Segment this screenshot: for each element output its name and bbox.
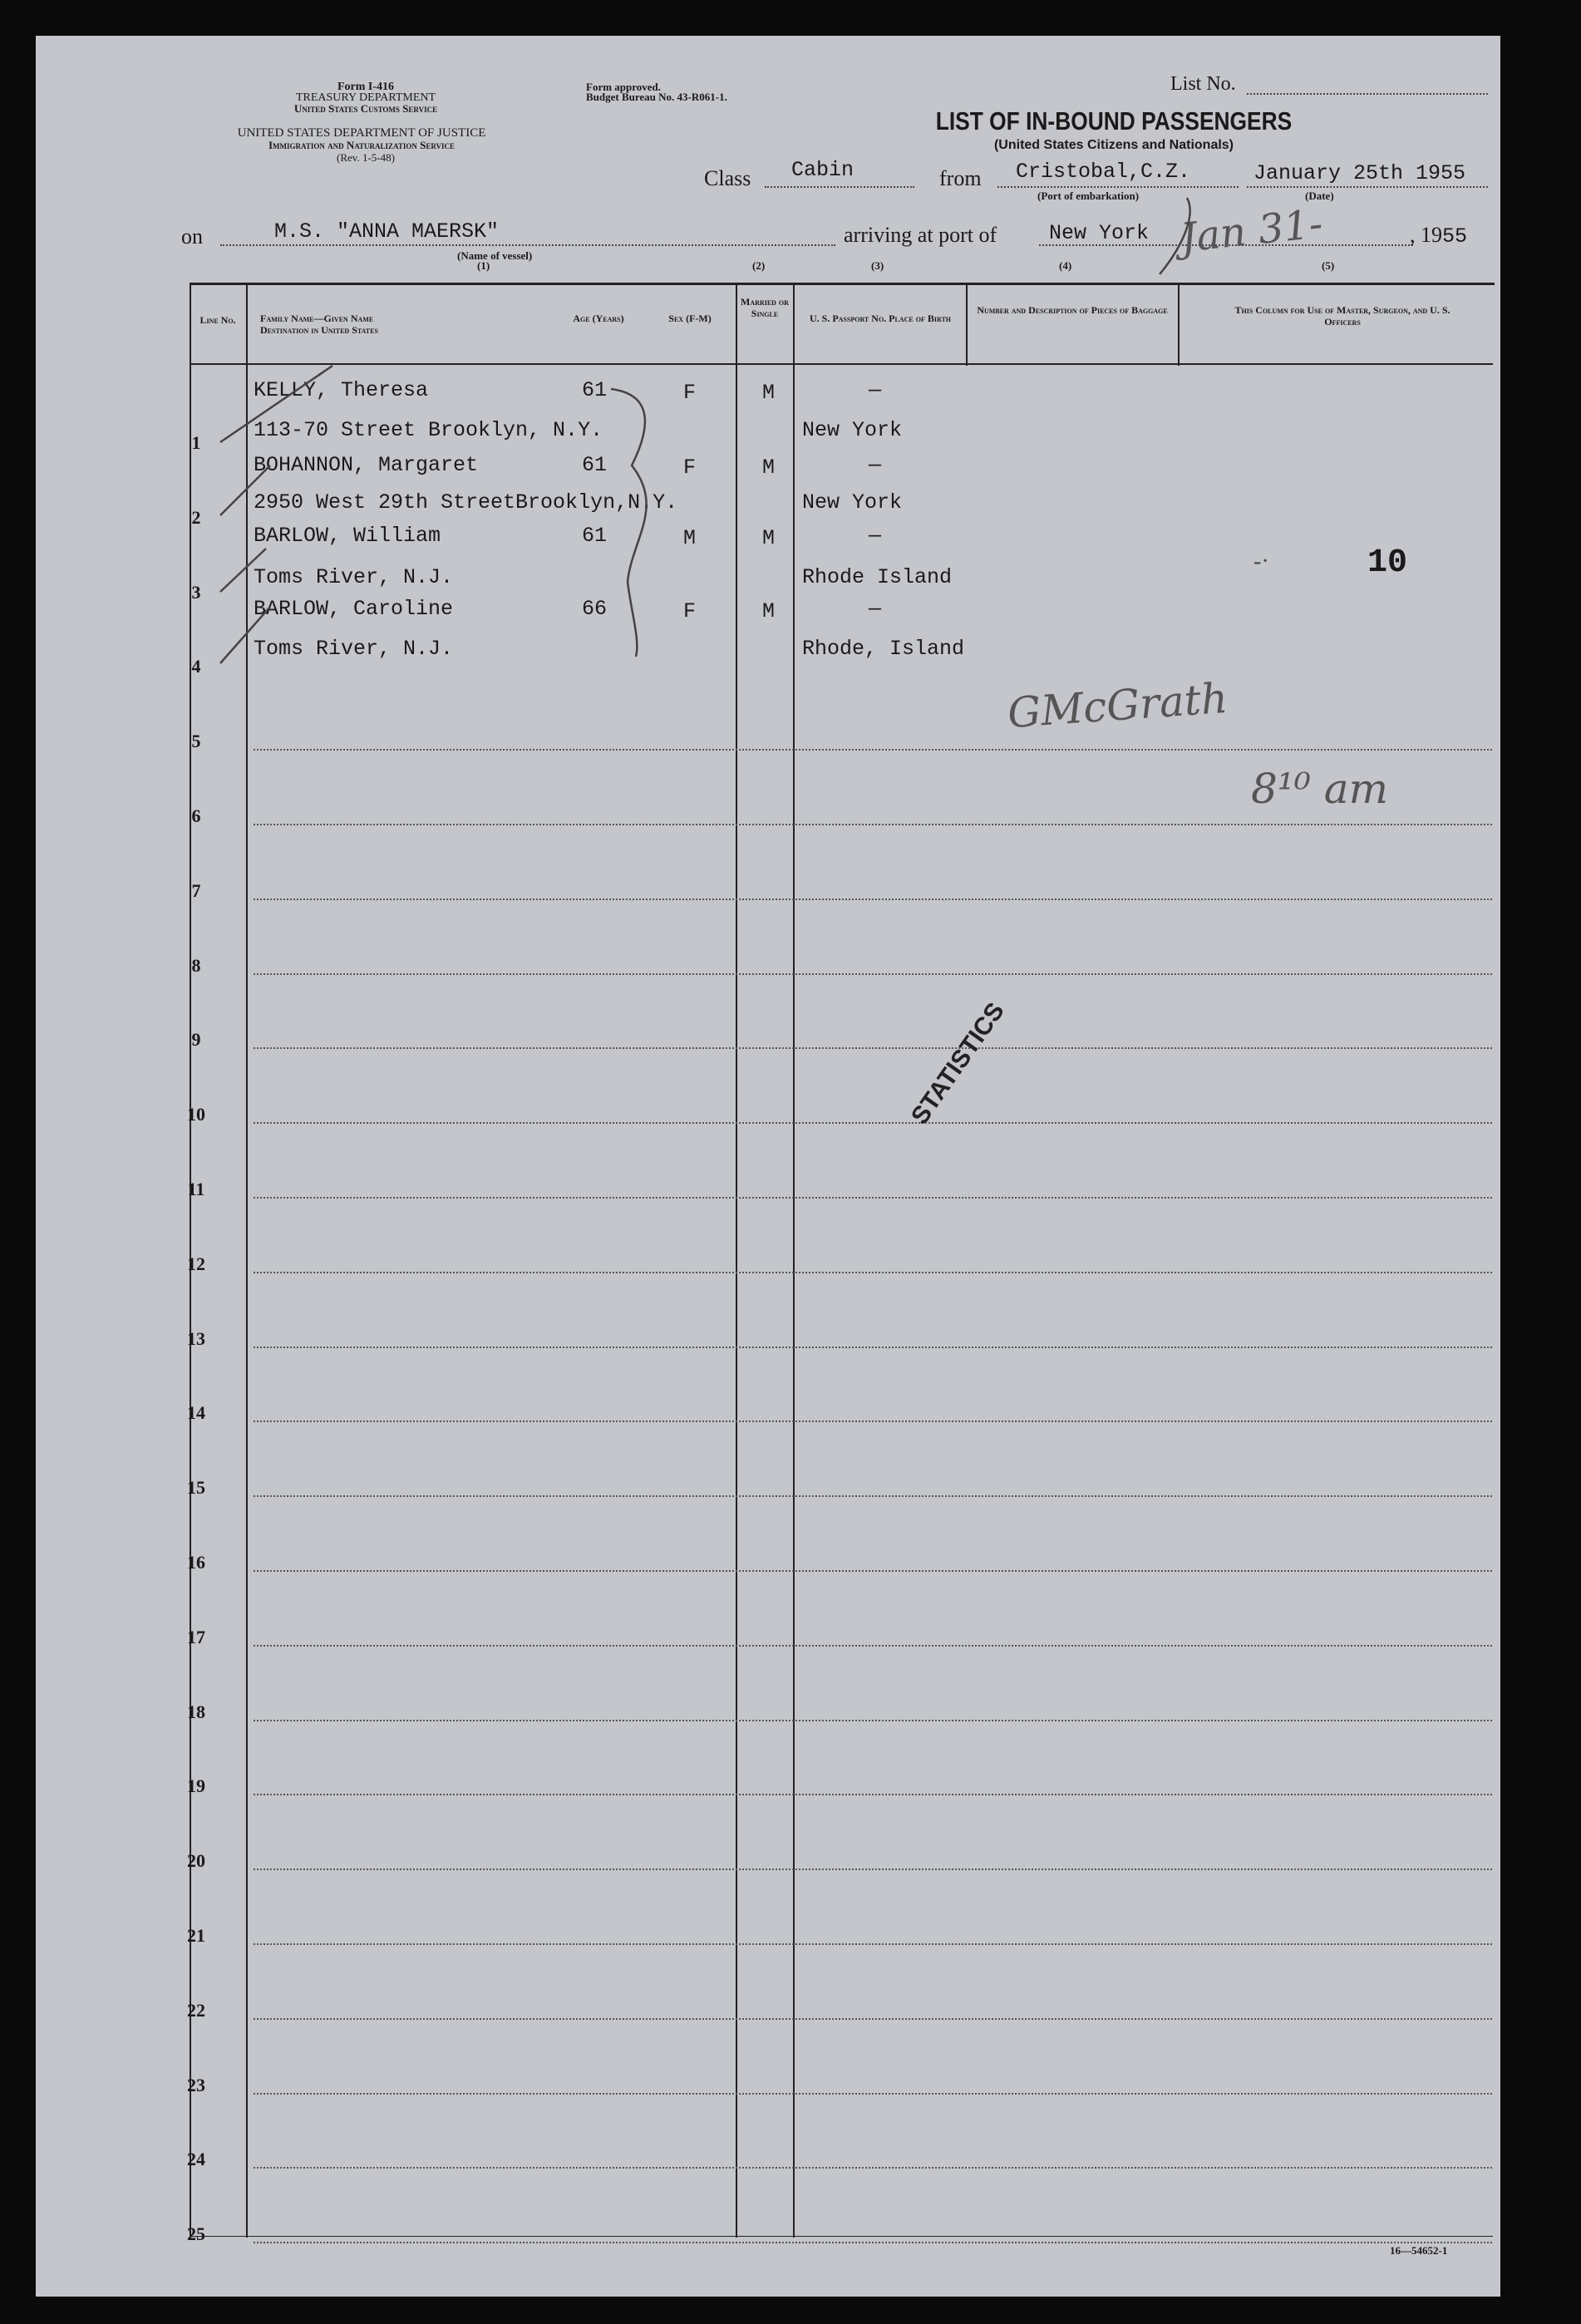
passenger-age: 61 xyxy=(582,524,608,548)
passenger-birthplace: New York xyxy=(802,418,903,442)
col-num-2: (2) xyxy=(752,259,766,272)
vessel-caption: (Name of vessel) xyxy=(457,249,533,262)
passenger-marital: M xyxy=(762,599,776,623)
passenger-birthplace: New York xyxy=(802,490,903,515)
col-num-1: (1) xyxy=(477,259,490,272)
officer-mark: 10 xyxy=(1367,544,1408,582)
passenger-passport: — xyxy=(869,597,882,621)
line-number: 24 xyxy=(187,2149,205,2170)
class-label: Class xyxy=(704,166,751,190)
arrival-date-handwritten: Jan 31- xyxy=(1178,200,1325,262)
line-number: 20 xyxy=(187,1850,205,1872)
row-ruling xyxy=(254,973,1492,975)
from-label: from xyxy=(939,166,982,190)
passenger-address: Toms River, N.J. xyxy=(254,565,454,589)
line-number: 22 xyxy=(187,1999,205,2021)
passenger-passport: — xyxy=(869,453,882,477)
date-caption: (Date) xyxy=(1305,190,1334,202)
passenger-passport: — xyxy=(869,524,882,548)
treasury-department: TREASURY DEPARTMENT xyxy=(295,91,436,104)
revision: (Rev. 1-5-48) xyxy=(337,151,395,164)
line-number: 11 xyxy=(187,1179,205,1199)
header-destination: Destination in United States xyxy=(260,324,378,336)
passenger-address: 2950 West 29th StreetBrooklyn,N.Y. xyxy=(254,490,678,515)
row-ruling xyxy=(254,824,1492,825)
form-approved: Form approved. xyxy=(586,81,662,93)
passenger-marital: M xyxy=(762,526,776,550)
header-baggage: Number and Description of Pieces of Baggage xyxy=(977,304,1168,316)
from-caption: (Port of embarkation) xyxy=(1037,190,1140,202)
line-number: 12 xyxy=(187,1253,205,1274)
passenger-sex: M xyxy=(683,526,697,550)
line-number: 3 xyxy=(191,581,201,603)
passenger-address: Toms River, N.J. xyxy=(254,637,454,661)
row-ruling xyxy=(254,2167,1492,2169)
row-ruling xyxy=(254,1570,1492,1572)
line-number: 19 xyxy=(187,1775,205,1797)
row-ruling xyxy=(254,2018,1492,2020)
line-number: 13 xyxy=(187,1327,205,1349)
row-ruling xyxy=(254,1122,1492,1124)
line-number: 5 xyxy=(191,731,201,752)
row-ruling xyxy=(254,1720,1492,1721)
line-number: 7 xyxy=(191,879,201,901)
header-name: Family Name—Given Name xyxy=(260,313,374,324)
passenger-name: KELLY, Theresa xyxy=(254,378,429,402)
class-value: Cabin xyxy=(791,158,855,182)
passenger-age: 61 xyxy=(582,378,608,402)
header-line-no: Line No. xyxy=(199,314,236,326)
row-ruling xyxy=(254,1272,1492,1273)
ins-service: Immigration and Naturalization Service xyxy=(268,139,456,151)
row-ruling xyxy=(254,1645,1492,1647)
passenger-name: BARLOW, William xyxy=(254,524,441,548)
row-ruling xyxy=(254,749,1492,751)
form-number: Form I-416 xyxy=(337,81,395,93)
line-number: 23 xyxy=(187,2074,205,2095)
col-num-4: (4) xyxy=(1059,259,1072,272)
passenger-age: 66 xyxy=(582,597,608,621)
row-ruling xyxy=(254,1794,1492,1795)
line-number: 14 xyxy=(187,1402,205,1424)
justice-department: UNITED STATES DEPARTMENT OF JUSTICE xyxy=(237,126,486,140)
form-code: 16—54652-1 xyxy=(1390,2244,1448,2257)
col-num-5: (5) xyxy=(1322,259,1335,272)
passenger-name: BARLOW, Caroline xyxy=(254,597,454,621)
officer-dash: -· xyxy=(1253,549,1269,574)
inspection-time: 8¹⁰ am xyxy=(1251,765,1389,813)
passenger-sex: F xyxy=(683,381,697,405)
line-number: 2 xyxy=(191,506,201,528)
row-ruling xyxy=(254,1047,1492,1049)
inspector-signature: GMcGrath xyxy=(1006,673,1229,738)
passenger-marital: M xyxy=(762,381,776,405)
line-number: 9 xyxy=(191,1029,201,1051)
on-label: on xyxy=(181,224,203,249)
passenger-birthplace: Rhode Island xyxy=(802,565,953,589)
row-ruling xyxy=(254,1347,1492,1348)
header-passport: U. S. Passport No. Place of Birth xyxy=(809,313,951,324)
page-title: LIST OF IN-BOUND PASSENGERS xyxy=(935,106,1293,135)
customs-service: United States Customs Service xyxy=(293,102,438,115)
passenger-sex: F xyxy=(683,455,697,480)
passenger-name: BOHANNON, Margaret xyxy=(254,453,479,477)
list-no-label: List No. xyxy=(1170,73,1236,95)
line-number: 8 xyxy=(191,954,201,976)
header-sex: Sex (F-M) xyxy=(668,313,712,324)
from-value: Cristobal,C.Z. xyxy=(1016,160,1191,184)
line-number: 25 xyxy=(187,2223,205,2245)
arriving-label: arriving at port of xyxy=(844,223,997,247)
header-age: Age (Years) xyxy=(573,313,624,324)
passenger-sex: F xyxy=(683,599,697,623)
passenger-marital: M xyxy=(762,455,776,480)
line-number: 10 xyxy=(187,1104,205,1125)
year-prefix: , 19 xyxy=(1410,223,1442,247)
header-married: Married or Single xyxy=(741,296,789,319)
budget-bureau: Budget Bureau No. 43-R061-1. xyxy=(586,91,727,103)
line-number: 1 xyxy=(191,432,201,453)
passenger-age: 61 xyxy=(582,453,608,477)
page-subtitle: (United States Citizens and Nationals) xyxy=(993,138,1234,152)
col-num-3: (3) xyxy=(871,259,884,272)
date-value: January 25th 1955 xyxy=(1253,161,1466,185)
vessel-value: M.S. "ANNA MAERSK" xyxy=(274,219,500,244)
row-ruling xyxy=(254,1495,1492,1497)
row-ruling xyxy=(254,1420,1492,1422)
row-ruling xyxy=(254,1869,1492,1870)
header-officers: This Column for Use of Master, Surgeon, and U. S. Officers xyxy=(1234,304,1450,327)
line-number: 4 xyxy=(191,656,201,677)
line-number: 18 xyxy=(187,1701,205,1722)
line-number: 16 xyxy=(187,1552,205,1573)
passenger-address: 113-70 Street Brooklyn, N.Y. xyxy=(254,418,603,442)
port-value: New York xyxy=(1049,221,1150,245)
line-number: 15 xyxy=(187,1477,205,1499)
line-number: 17 xyxy=(187,1626,205,1647)
passenger-passport: — xyxy=(869,378,882,402)
row-ruling xyxy=(254,899,1492,900)
line-number: 21 xyxy=(187,1925,205,1946)
year-value: 55 xyxy=(1442,224,1468,249)
passenger-birthplace: Rhode, Island xyxy=(802,637,965,661)
row-ruling xyxy=(254,1197,1492,1199)
row-ruling xyxy=(254,1943,1492,1945)
statistics-stamp: STATISTICS xyxy=(906,997,1010,1130)
line-number: 6 xyxy=(191,805,201,826)
row-ruling xyxy=(254,2242,1492,2243)
row-ruling xyxy=(254,2093,1492,2095)
